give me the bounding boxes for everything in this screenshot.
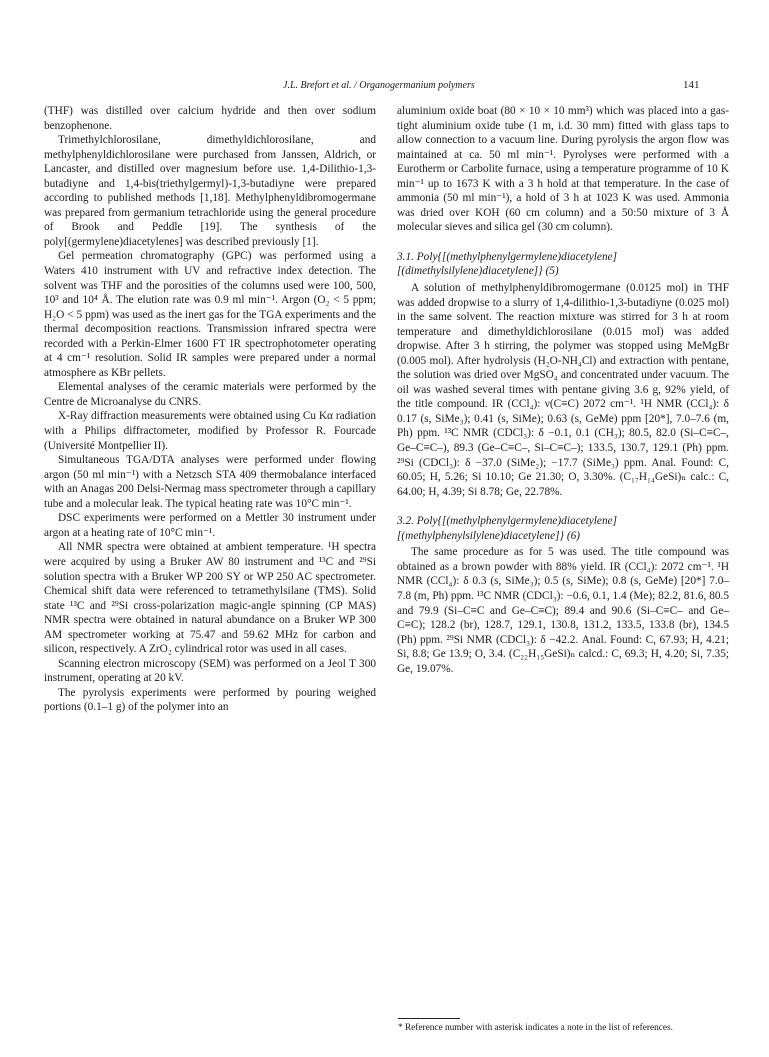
paragraph-xray: X-Ray diffraction measurements were obtained using Cu Kα radiation with a Philips diffractometer, modified by Professor R. Fourcade (Université Montpellier II). — [44, 410, 376, 452]
running-head: J.L. Brefort et al. / Organogermanium polymers — [283, 80, 475, 91]
section-heading-3-1: 3.1. Poly{[(methylphenylgermylene)diacetylene] [(dimethylsilylene)diacetylene]} (5) — [397, 250, 618, 278]
paragraph-pyrolysis-start: The pyrolysis experiments were performed by pouring weighed portions (0.1–1 g) of the polymer into an — [44, 686, 376, 714]
section-heading-3-2: 3.2. Poly{[(methylphenylgermylene)diacetylene] [(methylphenylsilylene)diacetylene]} (6) — [397, 515, 618, 542]
paragraph-nmr: All NMR spectra were obtained at ambient temperature. ¹H spectra were acquired by using a Bruker AW 80 instrument and ¹³C and ²⁹Si solution spectra with a Bruker WP 200 SY or WP 250 AC spectrometer. Chemical shift data were referenced to tetramethylsilane (TMS). Solid state ¹³C and ²⁹Si cross-polarization magic-angle spinning (CP MAS) NMR spectra were obtained in natural abundance on a Bruker WP 300 AM spectrometer working at 75.47 and 59.62 MHz for carbon and silicon, respectively. A ZrO₂ cylindrical rotor was used in all cases. — [44, 541, 376, 656]
paragraph-section-3-2: The same procedure as for 5 was used. The title compound was obtained as a brown powder with 88% yield. IR (CCl₄): 2072 cm⁻¹. ¹H NMR (CCl₄): δ 0.3 (s, SiMe₃); 0.5 (s, SiMe); 0.8 (s, GeMe) [20*] 7.0–7.8 (m, Ph) ppm. ¹³C NMR (CDCl₃): −0.6, 0.1, 1.4 (Me); 82.2, 81.6, 80.5 and 79.9 (Si–C≡C and Ge–C≡C); 89.4 and 90.6 (Si–C≡C– and Ge–C≡C); 128.2 (br), 128.7, 129.1, 130.8, 131.2, 133.5, 133.8 (br), 134.5 (Ph) ppm. ²⁹Si NMR (CDCl₃): δ −42.2. Anal. Found: C, 67.93; H, 4.21; Si, 8.8; Ge 13.9; O, 3.4. (C₂₂H₁₅GeSi)ₙ calcd.: C, 69.3; H, 4.20; Si, 7.35; Ge, 19.07%. — [397, 546, 729, 675]
left-column — [44, 104, 376, 715]
right-column — [397, 104, 729, 676]
paragraph-thf-distillation: (THF) was distilled over calcium hydride and then over sodium benzophenone. — [44, 105, 376, 132]
paragraph-elemental-analyses: Elemental analyses of the ceramic materials were performed by the Centre de Microanalyse du CNRS. — [44, 381, 376, 408]
footnote-divider — [398, 1018, 460, 1019]
paragraph-pyrolysis-continued: aluminium oxide boat (80 × 10 × 10 mm³) which was placed into a gas-tight aluminium oxide tube (1 m, i.d. 30 mm) fitted with glass taps to allow connection to a vacuum line. During pyrolysis the argon flow was maintained at ca. 50 ml min⁻¹. Pyrolyses were performed with a Eurotherm or Carbolite furnace, using a temperature programme of 10 K min⁻¹ up to 1673 K with a 3 h hold at that temperature. In the case of ammonia (50 ml min⁻¹), a hold of 3 h at 1023 K was used. Ammonia was dried over KOH (60 cm column) and a 50:50 mixture of 3 Å molecular sieves and silica gel (30 cm column). — [397, 105, 729, 234]
paragraph-dsc: DSC experiments were performed on a Mettler 30 instrument under argon at a heating rate of 10°C min⁻¹. — [44, 512, 376, 539]
paragraph-gpc: Gel permeation chromatography (GPC) was performed using a Waters 410 instrument with UV and refractive index detection. The solvent was THF and the porosities of the columns used were 100, 500, 10³ and 10⁴ Å. The elution rate was 0.9 ml min⁻¹. Argon (O₂ < 5 ppm; H₂O < 5 ppm) was used as the inert gas for the TGA experiments and the thermal decomposition reactions. Transmission infrared spectra were recorded with a Perkin-Elmer 1600 FT IR spectrophotometer operating at 4 cm⁻¹ resolution. Solid IR samples were prepared under a normal atmosphere as KBr pellets. — [44, 250, 376, 379]
paragraph-section-3-1: A solution of methylphenyldibromogermane (0.0125 mol) in THF was added dropwise to a slurry of 1,4-dilithio-1,3-butadiyne (0.025 mol) in the same solvent. The reaction mixture was stirred for 3 h at room temperature and dimethyldichlorosilane (0.015 mol) was added dropwise. After 3 h stirring, the polymer was stopped using MeMgBr (0.005 mol). After hydrolysis (H₂O-NH₄Cl) and extraction with pentane, the solution was dried over MgSO₄ and concentrated under vacuum. The oil was washed several times with pentane giving 3.6 g, 92% yield, of the title compound. IR (CCl₄): ν(C≡C) 2072 cm⁻¹. ¹H NMR (CCl₄): δ 0.17 (s, SiMe₃); 0.41 (s, SiMe); 0.63 (s, GeMe) ppm [20*], 7.0–7.6 (m, Ph) ppm. ¹³C NMR (CDCl₃): δ −0.1, 0.1 (CH₃); 80.5, 82.0 (Si–C≡C–, Ge–C≡C–), 89.3 (Ge–C≡C–, Si–C≡C–); 133.5, 130.7, 129.1 (Ph) ppm. ²⁹Si (CDCl₃): δ −37.0 (SiMe₂); −17.7 (SiMe₃) ppm. Anal. Found: C, 60.05; H, 5.26; Si 10.10; Ge 21.30; O, 3.30%. (C₁₇H₁₄GeSi)ₙ calc.: C, 64.00; H, 4.39; Si 8.78; Ge, 22.78%. — [397, 282, 729, 498]
paragraph-tga-dta: Simultaneous TGA/DTA analyses were performed under flowing argon (50 ml min⁻¹) with a Netzsch STA 409 thermobalance interfaced with an Anagas 200 Delsi-Nermag mass spectrometer through a capillary tube and a molecular leak. The typical heating rate was 10°C min⁻¹. — [44, 454, 376, 510]
footnote: * Reference number with asterisk indicates a note in the list of references. — [398, 1023, 673, 1033]
paragraph-sem: Scanning electron microscopy (SEM) was performed on a Jeol T 300 instrument, operating at 20 kV. — [44, 657, 376, 685]
page-number: 141 — [683, 79, 700, 91]
paragraph-reagents: Trimethylchlorosilane, dimethyldichlorosilane, and methylphenyldichlorosilane were purchased from Janssen, Aldrich, or Lancaster, and distilled over magnesium before use. 1,4-Dilithio-1,3-butadiyne and 1,4-bis(triethylgermyl)-1,3-butadiyne were prepared according to published methods [1,18]. Methylphenyldibromogermane was prepared from germanium tetrachloride using the general procedure of Brook and Peddle [19]. The synthesis of the poly[(germylene)diacetylenes] was described previously [1]. — [44, 134, 376, 248]
